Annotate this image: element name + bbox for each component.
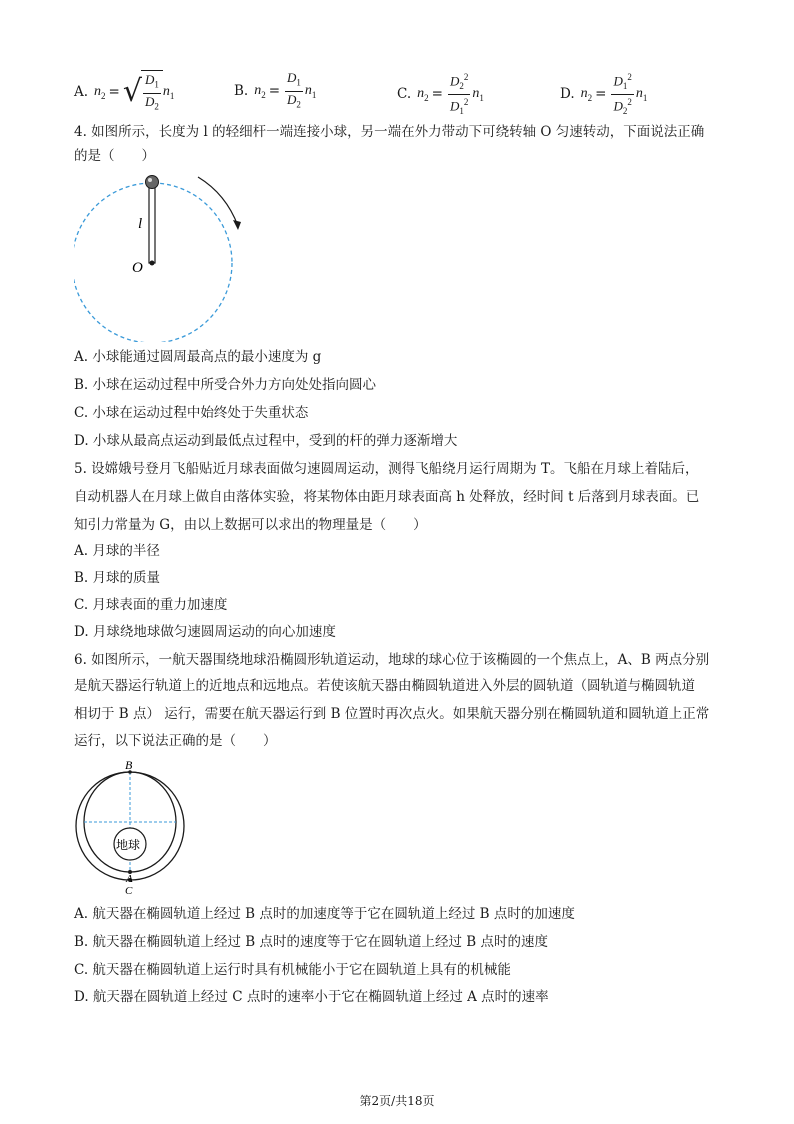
q4-option-c: C. 小球在运动过程中始终处于失重状态 [74, 405, 309, 421]
q4-option-a: A. 小球能通过圆周最高点的最小速度为 g [74, 349, 322, 365]
q4-figure-rotating-rod [74, 172, 254, 342]
page-footer: 第2页/共18页 [359, 1094, 435, 1108]
n1-symbol: n [162, 83, 170, 99]
rotation-arrow [198, 177, 238, 226]
option-label: B. [234, 83, 249, 100]
q3-option-b [234, 70, 316, 112]
equals-sign: = [595, 86, 607, 103]
q6-stem-line3: 相切于 B 点） 运行，需要在航天器运行到 B 位置时再次点火。如果航天器分别在椭圆轨道和圆轨道上正常 [74, 706, 710, 722]
option-label: D. [560, 86, 575, 103]
subscript: 1 [622, 80, 628, 91]
q6-option-d: D. 航天器在圆轨道上经过 C 点时的速率小于它在椭圆轨道上经过 A 点时的速率 [74, 989, 549, 1005]
subscript: 1 [169, 90, 175, 101]
superscript: 2 [627, 96, 632, 107]
q5-option-a: A. 月球的半径 [74, 543, 160, 559]
subscript: 2 [587, 92, 593, 103]
subscript: 2 [261, 89, 266, 100]
d-symbol: D [287, 70, 297, 85]
fraction [448, 70, 470, 119]
subscript: 1 [296, 77, 301, 88]
q6-option-a: A. 航天器在椭圆轨道上经过 B 点时的加速度等于它在圆轨道上经过 B 点时的加速度 [74, 906, 575, 922]
q6-option-c: C. 航天器在椭圆轨道上运行时具有机械能小于它在圆轨道上具有的机械能 [74, 962, 511, 978]
q4-option-b: B. 小球在运动过程中所受合外力方向处处指向圆心 [74, 377, 377, 393]
label-earth: 地球 [116, 838, 141, 852]
subscript: 2 [101, 90, 106, 101]
fraction [143, 72, 161, 114]
option-label: C. [397, 86, 412, 103]
equals-sign: = [108, 84, 120, 101]
q5-stem-line3: 知引力常量为 G，由以上数据可以求出的物理量是（ ） [74, 517, 427, 533]
q5-option-c: C. 月球表面的重力加速度 [74, 597, 228, 613]
d-symbol: D [613, 73, 623, 89]
label-c: C [125, 885, 133, 897]
superscript: 2 [627, 72, 632, 82]
q3-option-c [397, 70, 484, 119]
superscript: 2 [463, 96, 469, 107]
equals-sign: = [431, 86, 443, 103]
subscript: 2 [296, 99, 301, 110]
fraction [285, 70, 303, 112]
n1-symbol: n [635, 86, 643, 102]
subscript: 1 [311, 89, 317, 100]
n2-symbol: n [417, 86, 425, 102]
pivot-point [150, 261, 155, 266]
equals-sign: = [268, 83, 281, 100]
q6-stem-line2: 是航天器运行轨道上的近地点和远地点。若使该航天器由椭圆轨道进入外层的圆轨道（圆轨道与椭圆轨道 [74, 678, 695, 694]
q6-stem-line4: 运行，以下说法正确的是（ ） [74, 733, 277, 749]
q5-option-b: B. 月球的质量 [74, 570, 161, 586]
arrow-head-icon [233, 220, 241, 230]
n2-symbol: n [94, 83, 102, 99]
subscript: 2 [622, 105, 628, 116]
ball-highlight [148, 178, 152, 182]
q5-stem-line2: 自动机器人在月球上做自由落体实验，将某物体由距月球表面高 h 处释放，经时间 t 后落到月球表面。已 [74, 489, 700, 505]
subscript: 1 [459, 105, 464, 116]
d-symbol: D [144, 72, 155, 87]
subscript: 2 [154, 101, 159, 112]
n2-symbol: n [580, 86, 588, 102]
q4-option-d: D. 小球从最高点运动到最低点过程中，受到的杆的弹力逐渐增大 [74, 433, 458, 449]
label-l: l [138, 216, 143, 232]
ball [146, 176, 159, 189]
d-symbol: D [287, 91, 297, 107]
light-rod [149, 185, 155, 263]
d-symbol: D [449, 98, 460, 114]
subscript: 1 [479, 92, 484, 103]
d-symbol: D [449, 73, 460, 89]
n1-symbol: n [472, 86, 480, 102]
n1-symbol: n [304, 82, 312, 98]
subscript: 2 [459, 80, 464, 91]
label-o: O [132, 260, 143, 276]
superscript: 2 [463, 72, 469, 82]
fraction [611, 70, 633, 119]
q3-option-d [560, 70, 647, 119]
q6-option-b: B. 航天器在椭圆轨道上经过 B 点时的速度等于它在圆轨道上经过 B 点时的速度 [74, 934, 549, 950]
option-label: A. [74, 84, 89, 101]
n2-symbol: n [254, 82, 262, 98]
q4-stem-line1: 4. 如图所示，长度为 l 的轻细杆一端连接小球，另一端在外力带动下可绕转轴 O 匀速转动，下面说法正确 [74, 124, 705, 140]
label-b: B [125, 758, 133, 772]
q5-stem-line1: 5. 设嫦娥号登月飞船贴近月球表面做匀速圆周运动，测得飞船绕月运行周期为 T。飞船在月球上着陆后， [74, 461, 699, 477]
subscript: 2 [424, 92, 429, 103]
subscript: 1 [154, 79, 159, 90]
q5-option-d: D. 月球绕地球做匀速圆周运动的向心加速度 [74, 624, 336, 640]
q4-stem-line2: 的是（ ） [74, 148, 155, 164]
q6-figure-orbits [70, 756, 190, 898]
label-a: A [126, 873, 133, 885]
d-symbol: D [144, 93, 155, 109]
sqrt-expression: √ $\frac{D_1}{D_2}$ [123, 70, 163, 114]
d-symbol: D [613, 98, 623, 114]
q6-stem-line1: 6. 如图所示，一航天器围绕地球沿椭圆形轨道运动，地球的球心位于该椭圆的一个焦点上，A、B 两点分别 [74, 652, 710, 668]
subscript: 1 [642, 92, 648, 103]
q3-option-a [74, 70, 174, 114]
